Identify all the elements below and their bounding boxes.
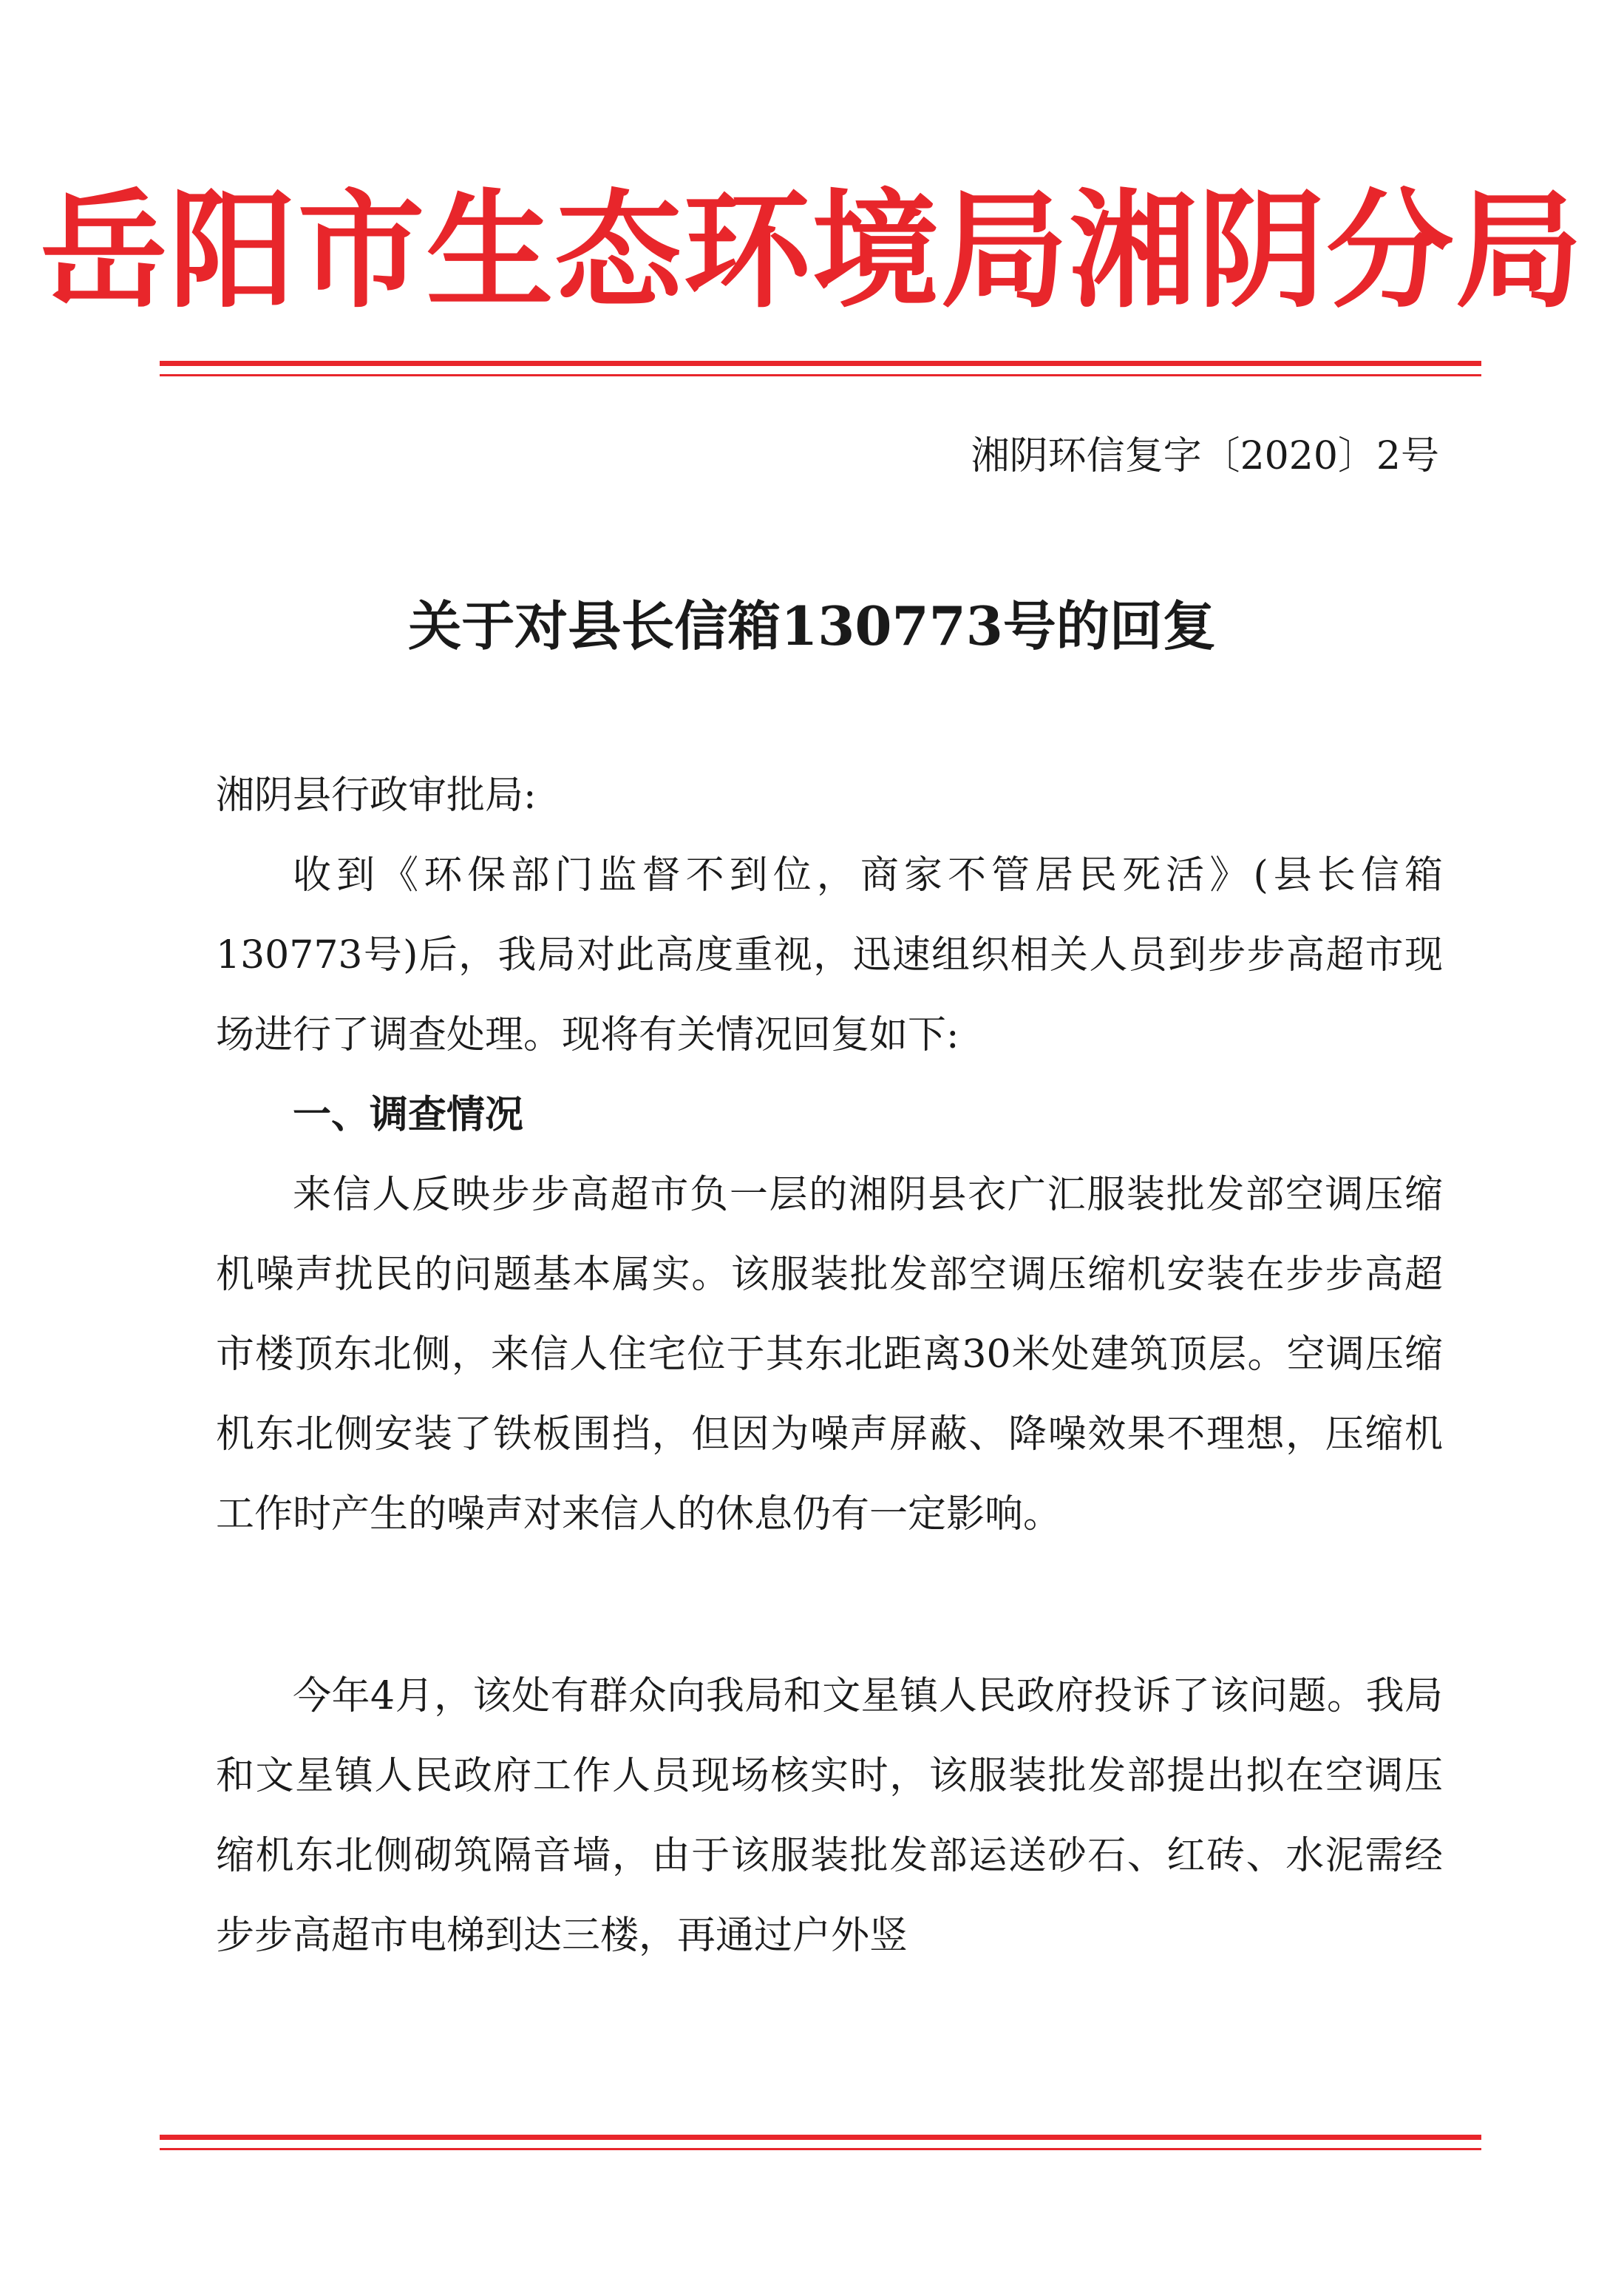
document-title: 关于对县长信箱130773号的回复: [408, 594, 1216, 657]
section-heading-investigation: 一、调查情况: [293, 1093, 524, 1137]
investigation-paragraph: 来信人反映步步高超市负一层的湘阴县衣广汇服装批发部空调压缩机噪声扰民的问题基本属实。该服装批发部空调压缩机安装在步步高超市楼顶东北侧，来信人住宅位于其东北距离30米处建筑顶层。空调压缩机东北侧安装了铁板围挡，但因为噪声屏蔽、降噪效果不理想，压缩机工作时产生的噪声对来信人的休息仍有一定影响。: [216, 1173, 1443, 1536]
history-paragraph: 今年4月，该处有群众向我局和文星镇人民政府投诉了该问题。我局和文星镇人民政府工作人员现场核实时，该服装批发部提出拟在空调压缩机东北侧砌筑隔音墙，由于该服装批发部运送砂石、红砖、水泥需经步步高超市电梯到达三楼，再通过户外竖: [216, 1674, 1443, 1958]
body-section-1: [216, 836, 1443, 1554]
agency-letterhead: 岳阳市生态环境局湘阴分局: [40, 177, 1584, 325]
footer-divider-thick: [160, 2135, 1481, 2140]
intro-paragraph: 收到《环保部门监督不到位，商家不管居民死活》(县长信箱130773号)后，我局对此高度重视，迅速组织相关人员到步步高超市现场进行了调查处理。现将有关情况回复如下:: [216, 853, 1443, 1057]
footer-divider-thin: [160, 2148, 1481, 2150]
letterhead-divider-thick: [160, 361, 1481, 366]
document-number: 湘阴环信复字〔2020〕2号: [971, 434, 1439, 478]
salutation: 湘阴县行政审批局:: [216, 773, 537, 818]
letterhead-divider-thin: [160, 374, 1481, 376]
body-section-2: [216, 1656, 1443, 1976]
